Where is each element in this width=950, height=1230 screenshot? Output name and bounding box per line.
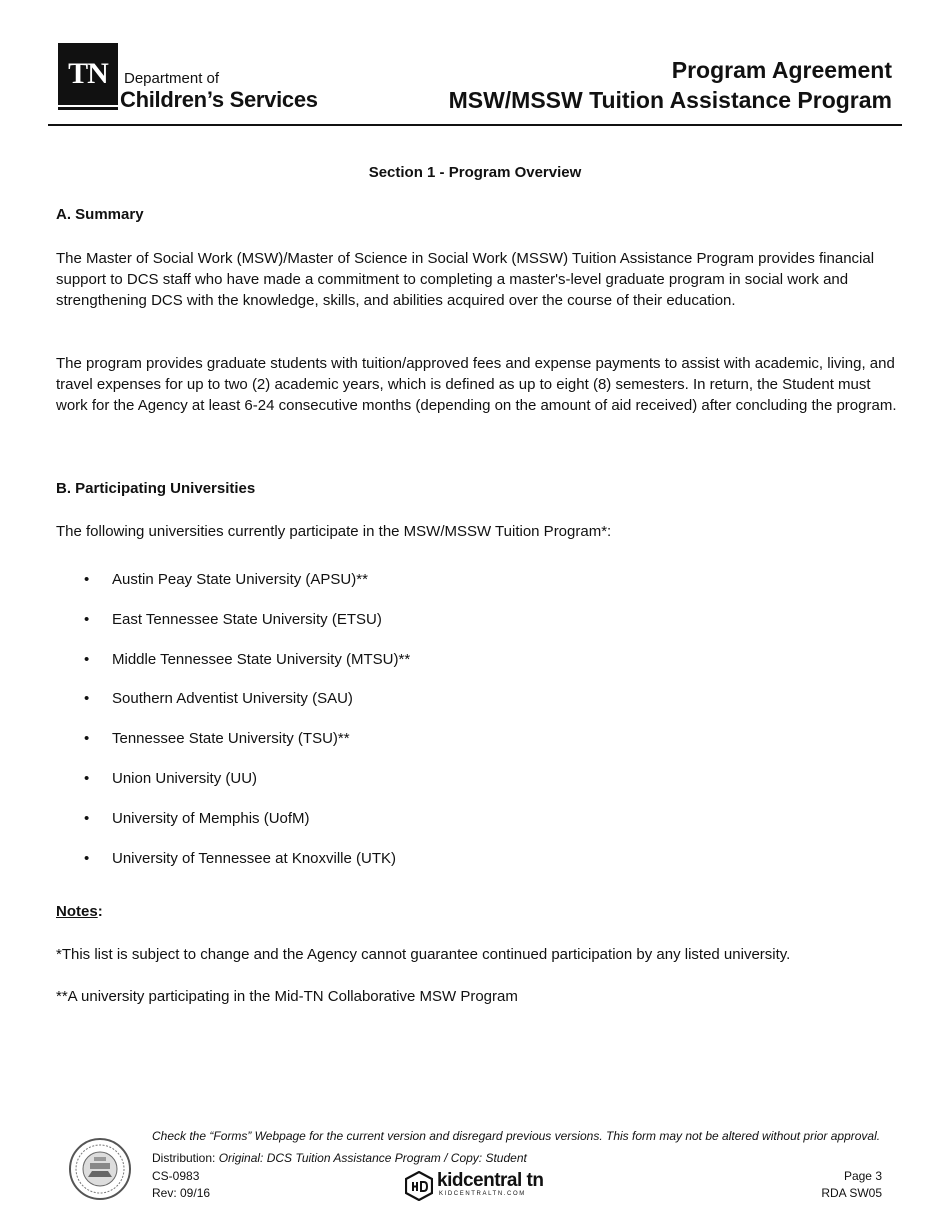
- summary-paragraph-2: The program provides graduate students with tuition/approved fees and expense payments to assist with academic, living, and travel expenses for up to two (2) academic years, which is defined as up to eight (8) semesters. In return, the Student must work for the Agency at least 6-24 consecutive months (depending on the amount of aid received) after concluding the program.: [56, 355, 897, 414]
- summary-heading: A. Summary: [56, 206, 144, 223]
- kidcentral-logo: [405, 1170, 545, 1202]
- logo-underline: [58, 107, 118, 110]
- footer-form-number: CS-0983: [152, 1169, 200, 1183]
- list-item: • East Tennessee State University (ETSU): [56, 611, 410, 651]
- summary-paragraph-1: The Master of Social Work (MSW)/Master of Science in Social Work (MSSW) Tuition Assistance Program provides financial support to DCS staff who have made a commitment to completing a master's-level graduate program in social work and strengthening DCS with the knowledge, skills, and abilities acquired over the course of their education.: [56, 250, 875, 309]
- notes-label-text: Notes: [56, 903, 98, 920]
- rda-code: RDA SW05: [821, 1186, 882, 1200]
- list-item: • Middle Tennessee State University (MTSU)**: [56, 651, 410, 691]
- list-item: • University of Tennessee at Knoxville (UTK): [56, 850, 410, 890]
- kidcentral-url: KIDCENTRALTN.COM: [439, 1191, 526, 1197]
- kidcentral-house-icon: [405, 1171, 433, 1201]
- notes-label: [56, 903, 103, 920]
- kidcentral-name: kidcentral tn: [437, 1170, 544, 1191]
- logo-department-name: Children’s Services: [120, 87, 318, 112]
- document-title: [449, 55, 892, 115]
- footer-distribution-label: Distribution:: [152, 1151, 219, 1165]
- notes-label-colon: :: [97, 903, 103, 920]
- header-divider: [48, 124, 902, 126]
- section-title: Section 1 - Program Overview: [368, 164, 582, 181]
- university-list: [56, 571, 410, 889]
- list-item: • University of Memphis (UofM): [56, 810, 410, 850]
- state-seal-icon: [68, 1137, 132, 1201]
- note-2: **A university participating in the Mid-TN Collaborative MSW Program: [56, 988, 518, 1005]
- footer-revision: Rev: 09/16: [152, 1186, 211, 1200]
- document-title-line2: MSW/MSSW Tuition Assistance Program: [448, 87, 892, 113]
- document-title-line1: Program Agreement: [671, 57, 892, 83]
- footer-distribution: [152, 1151, 527, 1165]
- dcs-logo: [58, 43, 328, 113]
- footer-distribution-value: Original: DCS Tuition Assistance Program / Copy: Student: [218, 1151, 527, 1165]
- note-1: *This list is subject to change and the Agency cannot guarantee continued participation by any listed university.: [56, 946, 791, 963]
- list-item: • Tennessee State University (TSU)**: [56, 730, 410, 770]
- universities-heading: B. Participating Universities: [56, 480, 256, 497]
- list-item: • Union University (UU): [56, 770, 410, 810]
- page-number: Page 3: [843, 1169, 882, 1183]
- universities-intro: The following universities currently participate in the MSW/MSSW Tuition Program*:: [56, 523, 612, 540]
- tn-logo-box: TN: [58, 43, 118, 105]
- list-item: • Southern Adventist University (SAU): [56, 690, 410, 730]
- list-item: • Austin Peay State University (APSU)**: [56, 571, 410, 611]
- footer-forms-note: Check the “Forms” Webpage for the current version and disregard previous versions. This form may not be altered without prior approval.: [152, 1129, 881, 1143]
- logo-department-of: Department of: [124, 70, 220, 87]
